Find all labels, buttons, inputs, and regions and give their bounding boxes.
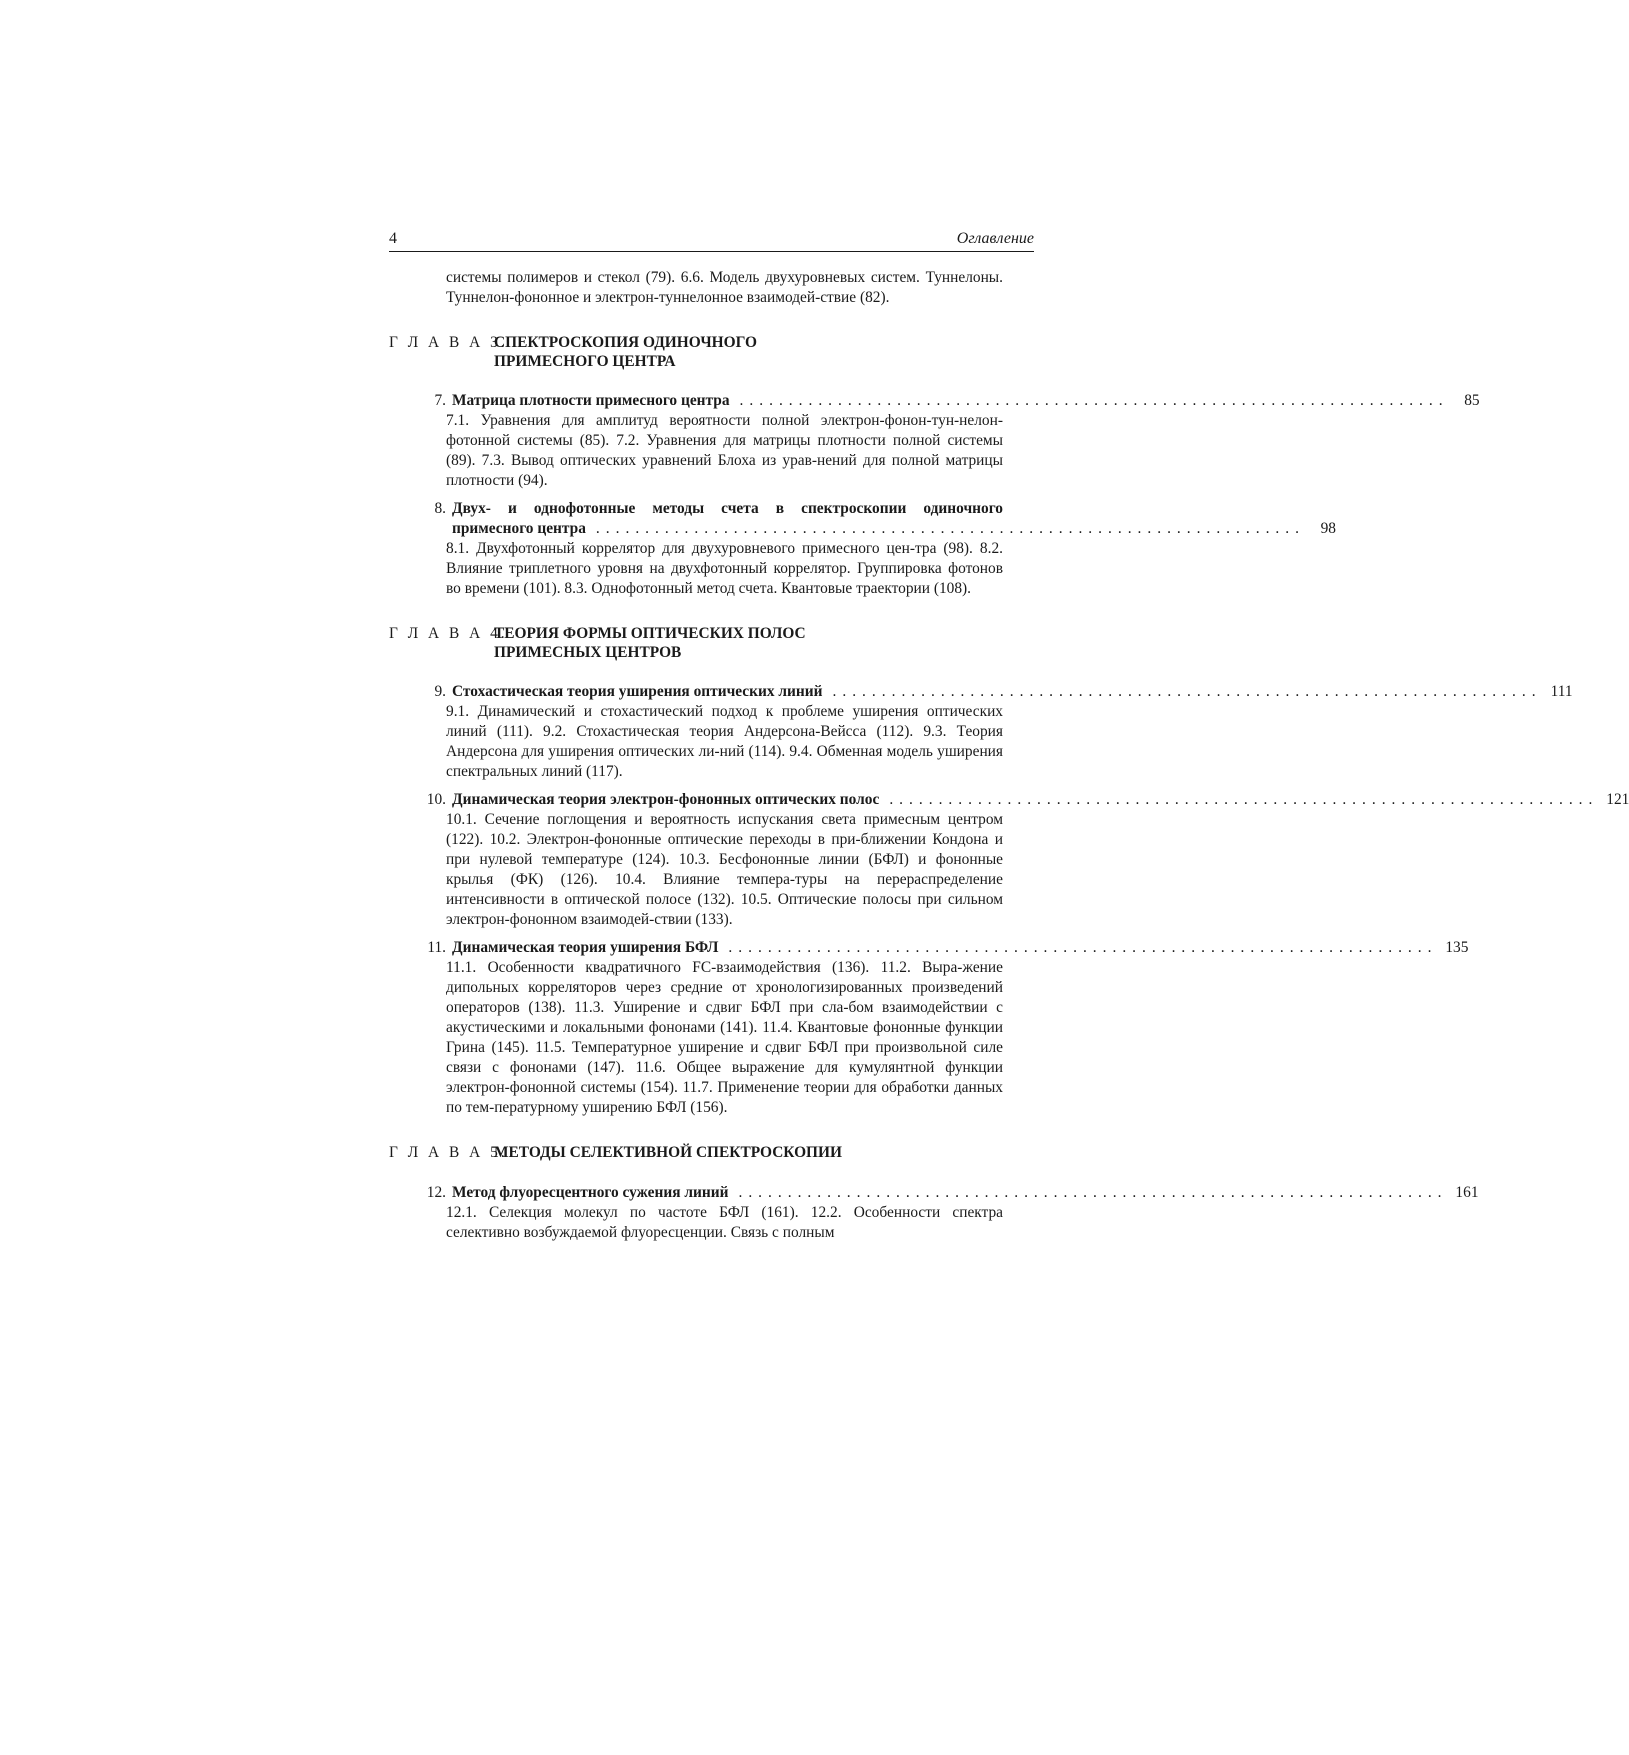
chapter-title	[494, 333, 894, 371]
section-title: Двух- и однофотонные методы счета в спектроскопии одиночного	[452, 500, 1003, 517]
leader-dots: ........................................................................	[739, 392, 1449, 409]
chapter-label: Г Л А В А 4.	[389, 625, 508, 642]
section-title-continuation: примесного центра	[452, 520, 586, 537]
section-body: 9.1. Динамический и стохастический подход к проблеме уширения оптических линий (111). 9.2. Стохастическая теория Андерсона-Вейсса (112). 9.3. Теория Андерсона для уширения оптических ли-ний (114). 9.4. Обменная модель уширения спектральных линий (117).	[446, 703, 1003, 780]
chapter-label: Г Л А В А 5.	[389, 1144, 508, 1161]
section-title-line	[452, 938, 1437, 958]
section-title: Матрица плотности примесного центра	[452, 392, 730, 409]
leader-dots: ........................................................................	[728, 939, 1438, 956]
toc-content	[389, 268, 1629, 1243]
section-title: Динамическая теория электрон-фононных оптических полос	[452, 791, 880, 808]
section-title-line	[452, 790, 1598, 810]
toc-entry[interactable]	[389, 499, 1336, 599]
running-head	[389, 230, 1034, 252]
section-body: 11.1. Особенности квадратичного FC-взаимодействия (136). 11.2. Выра-жение дипольных корреляторов через средние от хронологизированных произведений операторов (138). 11.3. Уширение и сдвиг БФЛ при сла-бом взаимодействии с акустическими и локальными фононами (141). 11.4. Квантовые фононные функции Грина (145). 11.5. Температурное уширение и сдвиг БФЛ при произвольной силе связи с фононами (147). 11.6. Общее выражение для кумулянтной функции электрон-фононной системы (154). 11.7. Применение теории для обработки данных по тем-пературному уширению БФЛ (156).	[446, 959, 1003, 1116]
section-page: 98	[1320, 520, 1336, 537]
section-number: 8.	[434, 500, 446, 517]
toc-entry[interactable]	[389, 682, 1573, 782]
chapter-title	[494, 624, 894, 662]
section-title: Динамическая теория уширения БФЛ	[452, 939, 719, 956]
running-title: Оглавление	[956, 230, 1034, 247]
section-body: 8.1. Двухфотонный коррелятор для двухуровневого примесного цен-тра (98). 8.2. Влияние триплетного уровня на двухфотонный коррелятор. Группировка фотонов во времени (101). 8.3. Однофотонный метод счета. Квантовые траектории (108).	[446, 540, 1003, 597]
section-body: 7.1. Уравнения для амплитуд вероятности полной электрон-фонон-тун-нелон-фотонной системы (85). 7.2. Уравнения для матрицы плотности полной системы (89). 7.3. Вывод оптических уравнений Блоха из урав-нений для полной матрицы плотности (94).	[446, 412, 1003, 489]
toc-entry[interactable]	[389, 391, 1480, 491]
chapter-title	[494, 1143, 974, 1163]
section-page: 85	[1464, 392, 1480, 409]
section-title: Метод флуоресцентного сужения линий	[452, 1184, 729, 1201]
section-title: Стохастическая теория уширения оптических линий	[452, 683, 823, 700]
section-title-line	[452, 519, 1305, 539]
section-title-line	[452, 682, 1542, 702]
chapter-heading	[389, 1143, 1034, 1163]
section-body: 12.1. Селекция молекул по частоте БФЛ (161). 12.2. Особенности спектра селективно возбуждаемой флуоресценции. Связь с полным	[446, 1204, 1003, 1241]
section-page: 111	[1550, 683, 1573, 700]
section-page: 161	[1455, 1184, 1479, 1201]
leader-dots: ........................................................................	[889, 791, 1599, 808]
chapter-title-line: ТЕОРИЯ ФОРМЫ ОПТИЧЕСКИХ ПОЛОС	[494, 625, 806, 642]
chapter-heading	[389, 333, 1034, 371]
chapter-title-line: МЕТОДЫ СЕЛЕКТИВНОЙ СПЕКТРОСКОПИИ	[494, 1144, 842, 1161]
section-number: 12.	[426, 1184, 446, 1201]
leader-dots: ........................................................................	[832, 683, 1542, 700]
chapter-label: Г Л А В А 3.	[389, 334, 508, 351]
leader-dots: ........................................................................	[595, 520, 1305, 537]
toc-entry[interactable]	[389, 790, 1629, 930]
document-page	[389, 230, 1629, 1251]
section-number: 10.	[426, 791, 446, 808]
chapter-title-line: ПРИМЕСНОГО ЦЕНТРА	[494, 353, 676, 370]
section-number: 7.	[434, 392, 446, 409]
section-page: 135	[1445, 939, 1469, 956]
toc-entry[interactable]	[389, 1183, 1479, 1243]
chapter-title-line: ПРИМЕСНЫХ ЦЕНТРОВ	[494, 644, 682, 661]
section-number: 9.	[434, 683, 446, 700]
continued-text: системы полимеров и стекол (79). 6.6. Модель двухуровневых систем. Туннелоны. Туннелон-фононное и электрон-туннелонное взаимодей-ствие (82).	[446, 269, 1003, 306]
section-page: 121	[1606, 791, 1629, 808]
chapter-heading	[389, 624, 1034, 662]
toc-entry[interactable]	[389, 938, 1469, 1118]
page-number: 4	[389, 230, 397, 247]
section-title-line	[452, 1183, 1448, 1203]
leader-dots: ........................................................................	[738, 1184, 1448, 1201]
chapter-title-line: СПЕКТРОСКОПИЯ ОДИНОЧНОГО	[494, 334, 757, 351]
section-body: 10.1. Сечение поглощения и вероятность испускания света примесным центром (122). 10.2. Электрон-фононные оптические переходы в при-ближении Кондона и при нулевой температуре (124). 10.3. Бесфононные линии (БФЛ) и фононные крылья (ФК) (126). 10.4. Влияние темпера-туры на перераспределение интенсивности в оптической полосе (132). 10.5. Оптические полосы при сильном электрон-фононном взаимодей-ствии (133).	[446, 811, 1003, 928]
section-title-line	[452, 391, 1449, 411]
section-number: 11.	[427, 939, 446, 956]
